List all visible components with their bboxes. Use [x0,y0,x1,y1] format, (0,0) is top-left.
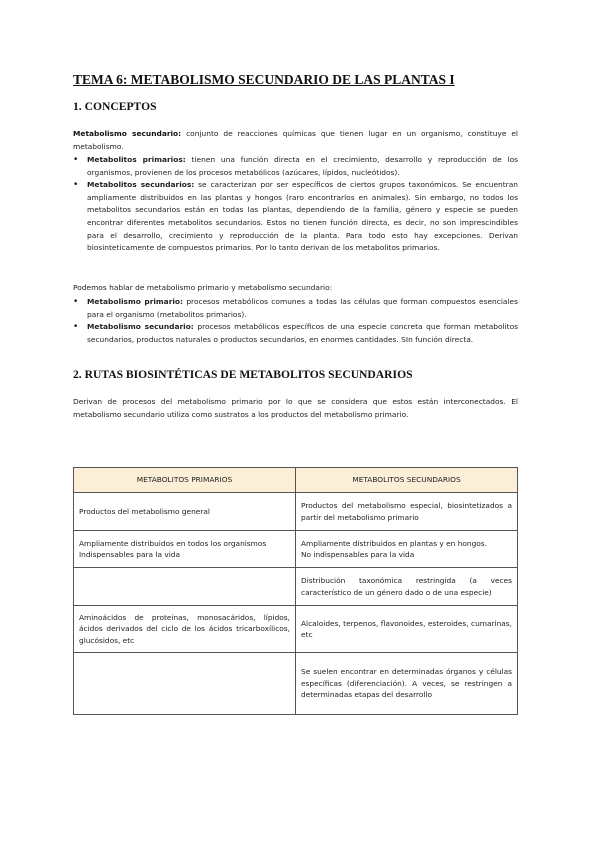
section-2-paragraph: Derivan de procesos del metabolismo primario por lo que se considera que estos están interconectados. El metabolismo secundario utiliza como sustratos a los productos del metabolismo primario. [73,397,518,419]
list-item [73,179,518,255]
table-cell: Alcaloides, terpenos, flavonoides, esteroides, cumarinas, etc [296,606,518,653]
list-item-term: Metabolismo primario: [87,297,183,306]
list-item [73,321,518,346]
table-cell: Aminoácidos de proteínas, monosacáridos, lípidos, ácidos derivados del ciclo de los ácidos tricarboxílicos, glucósidos, etc [74,606,296,653]
table-cell [74,531,296,568]
section-1-heading: 1. CONCEPTOS [73,100,157,113]
table-cell [74,653,296,715]
list-item-term: Metabolitos secundarios: [87,180,195,190]
table-header-row [74,468,518,493]
metabolism-list [73,296,518,346]
list-item-text: tienen una función directa en el crecimiento, desarrollo y reproducción de los organismos, provienen de los procesos metabólicos (azúcares, lípidos, nucleótidos). [87,155,518,177]
table-row [74,606,518,653]
table-cell [74,568,296,606]
metabolism-intro: Podemos hablar de metabolismo primario y metabolismo secundario: [73,283,333,292]
header-secondary: METABOLITOS SECUNDARIOS [296,468,518,493]
section-2-heading: 2. RUTAS BIOSINTÉTICAS DE METABOLITOS SECUNDARIOS [73,368,413,381]
list-item-text: procesos metabólicos específicos de una especie concreta que forman metabolitos secundarios, productos naturales o productos secundarios, en enormes cantidades. SIn función directa. [87,322,518,344]
table-cell: Productos del metabolismo general [74,493,296,531]
table-row [74,531,518,568]
list-item [73,154,518,179]
list-item-text: procesos metabólicos comunes a todas las células que forman compuestos esenciales para el organismo (metabolitos primarios). [87,297,518,319]
definition-paragraph [73,128,518,153]
list-item [73,296,518,321]
cell-line: Ampliamente distribuidos en todos los organismos Indispensables para la vida [79,538,267,559]
header-primary: METABOLITOS PRIMARIOS [74,468,296,493]
list-item-text: se caracterizan por ser específicos de ciertos grupos taxonómicos. Se encuentran ampliamente distribuidos en las plantas y hongos (raro encontrarlos en animales). Sin embargo, no todos los metabolitos secundarios están en todas las plantas, dependiendo de la familia, género y especie se pueden encontrar diferentes metabolitos secundarios. Estos no tienen función directa, es decir, no son imprescindibles para el desarrollo, crecimiento y reproducción de la planta. Para todo esto hay excepciones. Derivan biosinteticamente de compuestos primarios. Por lo tanto derivan de los metabolitos primarios. [87,180,518,253]
table-cell: Productos del metabolismo especial, biosintetizados a partir del metabolismo primario [296,493,518,531]
table-cell [296,531,518,568]
list-item-term: Metabolismo secundario: [87,322,194,332]
table-cell: Distribución taxonómica restringida (a veces característico de un género dado o de una especie) [296,568,518,606]
metabolites-comparison-table [73,467,518,715]
cell-line: Ampliamente distribuidos en plantas y en hongos. No indispensables para la vida [301,538,488,559]
table-cell: Se suelen encontrar en determinadas órganos y células específicas (diferenciación). A veces, se restringen a determinadas etapas del desarrollo [296,653,518,715]
table-row [74,493,518,531]
page-title: TEMA 6: METABOLISMO SECUNDARIO DE LAS PLANTAS I [73,72,455,87]
list-item-term: Metabolitos primarios: [87,155,186,164]
definition-term: Metabolismo secundario: [73,129,182,138]
metabolites-list [73,154,518,255]
table-row [74,568,518,606]
table-row [74,653,518,715]
definition-text: conjunto de reacciones químicas que tienen lugar en un organismo, constituye el metabolismo. [73,129,518,151]
